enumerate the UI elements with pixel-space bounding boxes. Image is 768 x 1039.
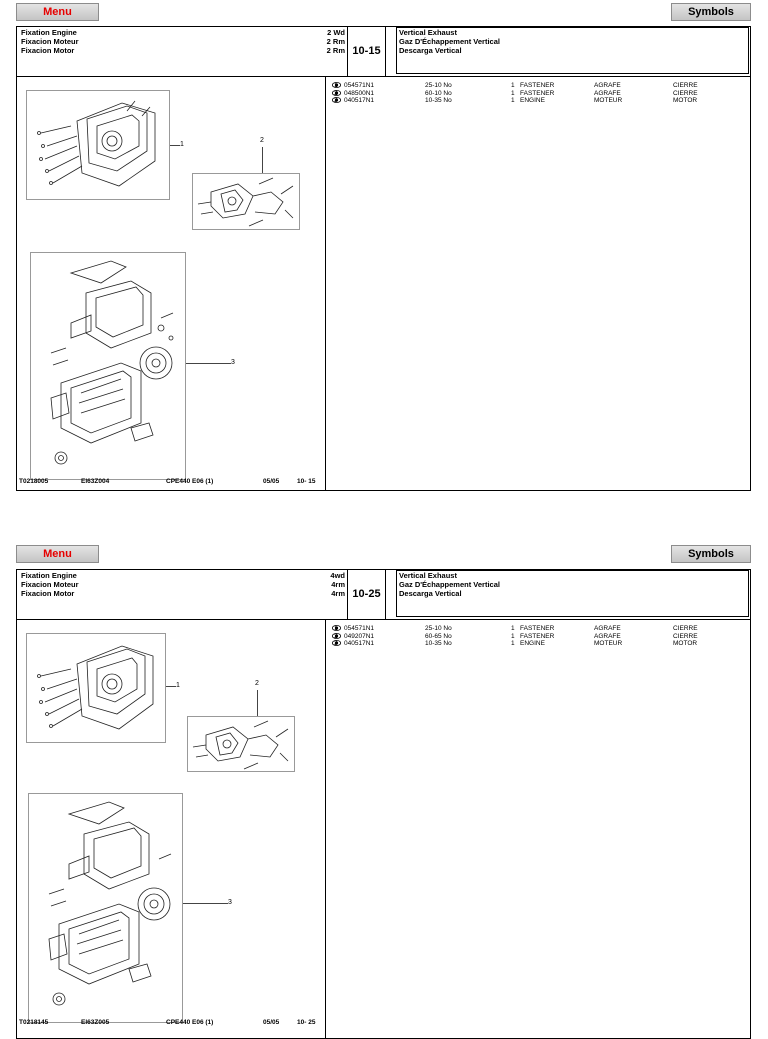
menu-button[interactable]: Menu (16, 545, 99, 563)
part-number[interactable]: 040517N1 (344, 97, 374, 104)
part-spec: 10-35 No (425, 640, 452, 647)
footer-date: 05/05 (263, 1019, 280, 1026)
drive-codes (315, 571, 345, 598)
title-block (21, 571, 79, 598)
part-row[interactable] (332, 625, 748, 633)
part-spec: 25-10 No (425, 625, 452, 632)
item-number: 2 (334, 89, 338, 97)
desc-line: Descarga Vertical (399, 589, 462, 598)
catalog-page-2 (16, 569, 751, 1039)
description-box (396, 570, 749, 617)
footer-date: 05/05 (263, 478, 280, 485)
transmission-diagram[interactable] (26, 633, 166, 743)
item-number: 3 (334, 97, 338, 104)
quantity: 1 (511, 632, 515, 640)
quantity: 1 (511, 625, 515, 632)
part-spec: 25-10 No (425, 82, 452, 89)
quantity: 1 (511, 97, 515, 104)
desc-line: Gaz D'Échappement Vertical (399, 37, 500, 46)
desc-english: ENGINE (520, 640, 545, 647)
footer-code: El63Z005 (81, 1019, 110, 1026)
transmission-diagram[interactable] (26, 90, 170, 200)
item-number: 1 (334, 82, 338, 89)
callout-3[interactable]: 3 (228, 899, 232, 906)
title-line: Fixacion Motor (21, 46, 75, 55)
callout-2[interactable]: 2 (255, 680, 259, 687)
footer-ref: T0218005 (19, 478, 49, 485)
part-spec: 60-10 No (425, 89, 452, 97)
desc-french: AGRAFE (594, 82, 621, 89)
part-number[interactable]: 054571N1 (344, 82, 374, 89)
parts-list (332, 625, 748, 648)
desc-spanish: CIERRE (673, 632, 698, 640)
section-number: 10-25 (347, 570, 386, 619)
desc-english: ENGINE (520, 97, 545, 104)
drive-code: 2 Rm (326, 46, 345, 55)
footer-ref: T0218145 (19, 1019, 49, 1026)
quantity: 1 (511, 82, 515, 89)
column-divider (325, 620, 326, 1038)
desc-line: Vertical Exhaust (399, 571, 457, 580)
desc-spanish: CIERRE (673, 625, 698, 632)
footer-model: CPE440 E06 (1) (166, 1019, 214, 1026)
item-number: 3 (334, 640, 338, 647)
desc-spanish: CIERRE (673, 89, 698, 97)
page-footer (19, 1019, 319, 1029)
item-number: 1 (334, 625, 338, 632)
footer-model: CPE440 E06 (1) (166, 478, 214, 485)
desc-english: FASTENER (520, 625, 555, 632)
title-line: Fixation Engine (21, 571, 77, 580)
bracket-diagram[interactable] (192, 173, 300, 230)
page-header (17, 570, 750, 620)
title-line: Fixation Engine (21, 28, 77, 37)
engine-illustration (29, 794, 182, 1022)
bracket-illustration (188, 717, 294, 771)
bracket-diagram[interactable] (187, 716, 295, 772)
drive-code: 4rm (331, 589, 345, 598)
part-number[interactable]: 048500N1 (344, 89, 374, 97)
item-number: 2 (334, 632, 338, 640)
footer-page: 10- 15 (297, 478, 316, 485)
symbols-button[interactable]: Symbols (671, 545, 751, 563)
desc-english: FASTENER (520, 82, 555, 89)
desc-line: Gaz D'Échappement Vertical (399, 580, 500, 589)
bracket-illustration (193, 174, 299, 229)
section-number: 10-15 (347, 27, 386, 76)
part-number[interactable]: 040517N1 (344, 640, 374, 647)
desc-spanish: MOTOR (673, 97, 698, 104)
part-row[interactable] (332, 97, 748, 105)
page-footer (19, 478, 319, 488)
part-row[interactable] (332, 82, 748, 90)
drive-code: 4wd (330, 571, 345, 580)
engine-diagram[interactable] (28, 793, 183, 1023)
title-block (21, 28, 79, 55)
part-spec: 60-65 No (425, 632, 452, 640)
desc-french: AGRAFE (594, 89, 621, 97)
desc-line: Vertical Exhaust (399, 28, 457, 37)
callout-2[interactable]: 2 (260, 137, 264, 144)
title-line: Fixacion Moteur (21, 580, 79, 589)
quantity: 1 (511, 640, 515, 647)
callout-1[interactable]: 1 (180, 141, 184, 148)
page-header (17, 27, 750, 77)
drive-codes (315, 28, 345, 55)
part-row[interactable] (332, 640, 748, 648)
desc-english: FASTENER (520, 89, 555, 97)
quantity: 1 (511, 89, 515, 97)
part-spec: 10-35 No (425, 97, 452, 104)
transmission-illustration (27, 634, 165, 742)
symbols-button[interactable]: Symbols (671, 3, 751, 21)
desc-french: AGRAFE (594, 625, 621, 632)
engine-illustration (31, 253, 185, 479)
transmission-illustration (27, 91, 169, 199)
column-divider (325, 77, 326, 490)
desc-spanish: MOTOR (673, 640, 698, 647)
desc-french: MOTEUR (594, 640, 623, 647)
part-row[interactable] (332, 90, 748, 98)
callout-3[interactable]: 3 (231, 359, 235, 366)
parts-list (332, 82, 748, 105)
desc-french: AGRAFE (594, 632, 621, 640)
desc-spanish: CIERRE (673, 82, 698, 89)
desc-line: Descarga Vertical (399, 46, 462, 55)
part-number[interactable]: 049207N1 (344, 632, 374, 640)
drive-code: 4rm (331, 580, 345, 589)
menu-button[interactable]: Menu (16, 3, 99, 21)
catalog-page-1 (16, 26, 751, 491)
drive-code: 2 Wd (327, 28, 345, 37)
title-line: Fixacion Motor (21, 589, 75, 598)
footer-page: 10- 25 (297, 1019, 316, 1026)
callout-1[interactable]: 1 (176, 682, 180, 689)
desc-english: FASTENER (520, 632, 555, 640)
description-box (396, 27, 749, 74)
part-number[interactable]: 054571N1 (344, 625, 374, 632)
title-line: Fixacion Moteur (21, 37, 79, 46)
footer-code: El63Z004 (81, 478, 110, 485)
part-row[interactable] (332, 633, 748, 641)
engine-diagram[interactable] (30, 252, 186, 480)
drive-code: 2 Rm (326, 37, 345, 46)
desc-french: MOTEUR (594, 97, 623, 104)
